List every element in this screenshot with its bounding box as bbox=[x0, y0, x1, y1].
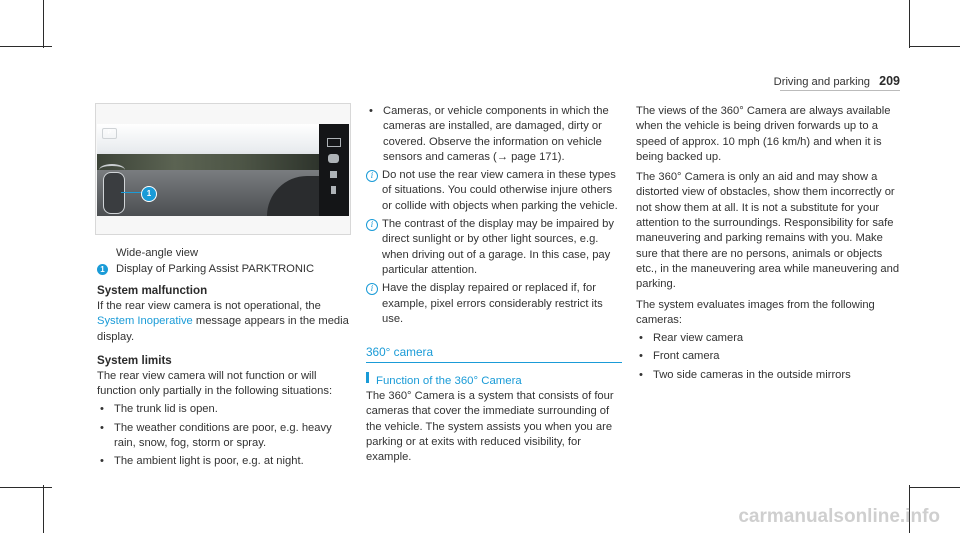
info-icon: i bbox=[366, 283, 378, 295]
trunk-icon bbox=[331, 186, 336, 194]
callout-line bbox=[121, 192, 143, 193]
system-inoperative-message: System Inoperative bbox=[97, 315, 193, 328]
parking-sensor-arc bbox=[99, 164, 125, 176]
header-rule bbox=[780, 90, 900, 91]
legend-number: 1 bbox=[97, 264, 108, 275]
list-item: • Front camera bbox=[639, 350, 720, 363]
figure-legend bbox=[97, 262, 347, 277]
section-360-title: 360° camera bbox=[366, 345, 434, 360]
aid-paragraph: The 360° Camera is only an aid and may show a distorted view of obstacles, show them incorrectly or not show them at all. It is not a substitute for your attention to the surroundings. Responsibility for safe maneuvering and parking remains with you. Make sure that there are no persons, animals or objects etc., in the maneuvering area while maneuvering and parking. bbox=[636, 171, 900, 291]
crop-mark bbox=[909, 0, 910, 48]
watermark: carmanualsonline.info bbox=[738, 506, 940, 527]
legend-text: Display of Parking Assist PARKTRONIC bbox=[116, 263, 315, 275]
list-item: • The weather conditions are poor, e.g. heavy rain, snow, fog, storm or spray. bbox=[100, 421, 332, 450]
parking-car-icon bbox=[103, 172, 125, 214]
malfunction-post: message appears in the media display. bbox=[97, 315, 349, 343]
malfunction-pre: If the rear view camera is not operational, the bbox=[97, 300, 321, 312]
figure-caption bbox=[116, 246, 198, 261]
list-item: • The ambient light is poor, e.g. at night. bbox=[100, 455, 304, 468]
function-heading-row bbox=[366, 371, 622, 389]
function-heading: Function of the 360° Camera bbox=[376, 375, 522, 388]
heading-marker bbox=[366, 372, 369, 383]
column-3 bbox=[636, 104, 900, 386]
crop-mark bbox=[43, 485, 44, 533]
car-top-icon bbox=[328, 154, 339, 163]
malfunction-text bbox=[97, 299, 349, 345]
list-item: • Rear view camera bbox=[639, 332, 744, 345]
running-header bbox=[760, 74, 900, 88]
limits-intro: The rear view camera will not function or will function only partially in the following situations: bbox=[97, 369, 333, 398]
crop-mark bbox=[0, 487, 52, 488]
menu-icon bbox=[327, 138, 341, 147]
figure-frame bbox=[95, 103, 351, 235]
list-item: • Cameras, or vehicle components in which the cameras are installed, are damaged, dirty or covered. Observe the information on vehicle sensors and cameras (→ page 171). bbox=[369, 105, 609, 163]
info-icon: i bbox=[366, 219, 378, 231]
camera-display bbox=[97, 124, 349, 216]
column-1 bbox=[97, 284, 349, 473]
column-2 bbox=[366, 104, 622, 466]
limits-heading: System limits bbox=[97, 353, 172, 367]
note-item: i Have the display repaired or replaced if, for example, pixel errors considerably restrict its use. bbox=[366, 281, 622, 327]
camera-icon bbox=[330, 171, 337, 178]
malfunction-heading: System malfunction bbox=[97, 284, 208, 297]
note-item: i The contrast of the display may be impaired by direct sunlight or by other light sources, e.g. when driving out of a garage. In this case, pay particular attention. bbox=[366, 217, 622, 278]
cameras-list bbox=[636, 331, 900, 383]
info-icon: i bbox=[366, 170, 378, 182]
list-item: • The trunk lid is open. bbox=[100, 403, 218, 416]
callout-badge: 1 bbox=[141, 186, 157, 202]
function-text: The 360° Camera is a system that consists of four cameras that cover the immediate surrounding of the vehicle. The system assists you when you are parking or at exits with reduced visibility, for example. bbox=[366, 390, 614, 464]
caption-text: Wide-angle view bbox=[116, 247, 199, 259]
note-item: i Do not use the rear view camera in these types of situations. You could otherwise injure others or collide with objects when parking the vehicle. bbox=[366, 168, 622, 214]
views-paragraph: The views of the 360° Camera are always available when the vehicle is being driven forwards up to a speed of approx. 10 mph (16 km/h) and when it is being backed up. bbox=[636, 105, 891, 163]
crop-mark bbox=[909, 46, 960, 47]
page-number: 209 bbox=[879, 74, 900, 88]
list-item: • Two side cameras in the outside mirrors bbox=[639, 368, 851, 381]
crop-mark bbox=[0, 46, 52, 47]
section-title: Driving and parking bbox=[773, 76, 871, 88]
crop-mark bbox=[909, 487, 960, 488]
crop-mark bbox=[43, 0, 44, 48]
limits-list bbox=[97, 402, 349, 469]
section-360-camera bbox=[366, 343, 622, 363]
pts-icon: P bbox=[102, 128, 117, 139]
cameras-intro: The system evaluates images from the following cameras: bbox=[636, 298, 875, 326]
limits-list-continued bbox=[366, 104, 622, 165]
